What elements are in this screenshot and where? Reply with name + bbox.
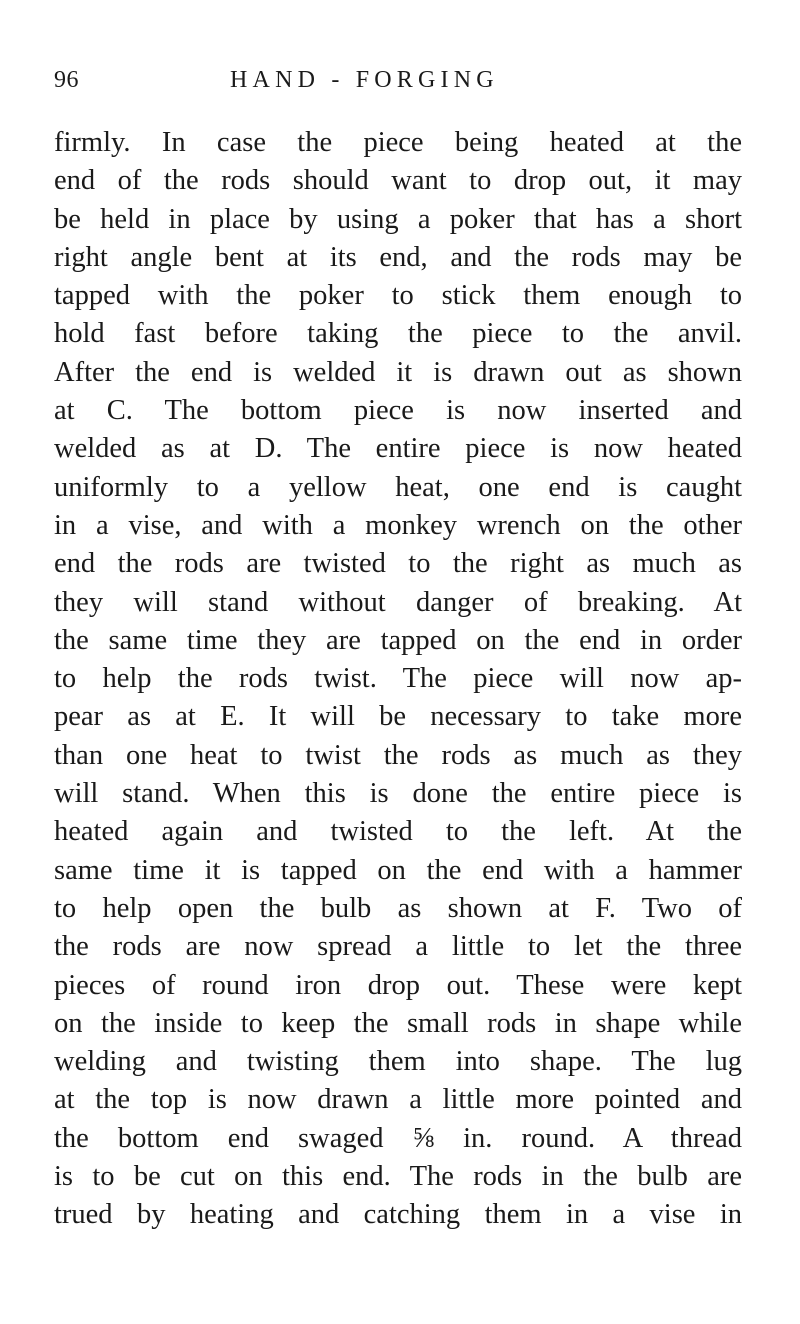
text-line: trued by heating and catching them in a vise in — [54, 1199, 742, 1231]
text-line: welding and twisting them into shape. The lug — [54, 1046, 742, 1078]
text-line: at the top is now drawn a little more pointed and — [54, 1084, 742, 1116]
text-line: right angle bent at its end, and the rods may be — [54, 241, 742, 273]
body-text — [54, 124, 742, 1235]
text-line: than one heat to twist the rods as much as they — [54, 739, 742, 771]
text-line: firmly. In case the piece being heated at the — [54, 127, 742, 158]
text-line: the rods are now spread a little to let the three — [54, 931, 742, 963]
text-line: be held in place by using a poker that has a short — [54, 203, 742, 235]
text-line: at C. The bottom piece is now inserted and — [54, 395, 742, 427]
page-number: 96 — [54, 67, 79, 93]
text-line: tapped with the poker to stick them enough to — [54, 280, 742, 312]
text-line: to help open the bulb as shown at F. Two of — [54, 892, 742, 924]
text-line: the same time they are tapped on the end in order — [54, 624, 742, 656]
text-line: heated again and twisted to the left. At the — [54, 816, 742, 848]
text-line: After the end is welded it is drawn out as shown — [54, 356, 742, 388]
text-line: on the inside to keep the small rods in shape while — [54, 1007, 742, 1039]
text-line: end the rods are twisted to the right as much as — [54, 548, 742, 580]
text-line: is to be cut on this end. The rods in the bulb are — [54, 1161, 742, 1193]
text-line: to help the rods twist. The piece will now ap- — [54, 663, 742, 695]
text-line: same time it is tapped on the end with a hammer — [54, 854, 742, 886]
text-line: will stand. When this is done the entire piece is — [54, 778, 742, 810]
text-line: hold fast before taking the piece to the anvil. — [54, 318, 742, 350]
text-line: end of the rods should want to drop out, it may — [54, 165, 742, 197]
running-title: HAND - FORGING — [230, 67, 499, 93]
text-line: pear as at E. It will be necessary to take more — [54, 701, 742, 733]
text-line: pieces of round iron drop out. These were kept — [54, 969, 742, 1001]
text-line: the bottom end swaged ⅝ in. round. A thread — [54, 1122, 742, 1154]
text-line: in a vise, and with a monkey wrench on the other — [54, 509, 742, 541]
text-line: uniformly to a yellow heat, one end is caught — [54, 471, 742, 503]
page-header — [54, 62, 740, 98]
text-line: welded as at D. The entire piece is now heated — [54, 433, 742, 465]
text-line: they will stand without danger of breaking. At — [54, 586, 742, 618]
